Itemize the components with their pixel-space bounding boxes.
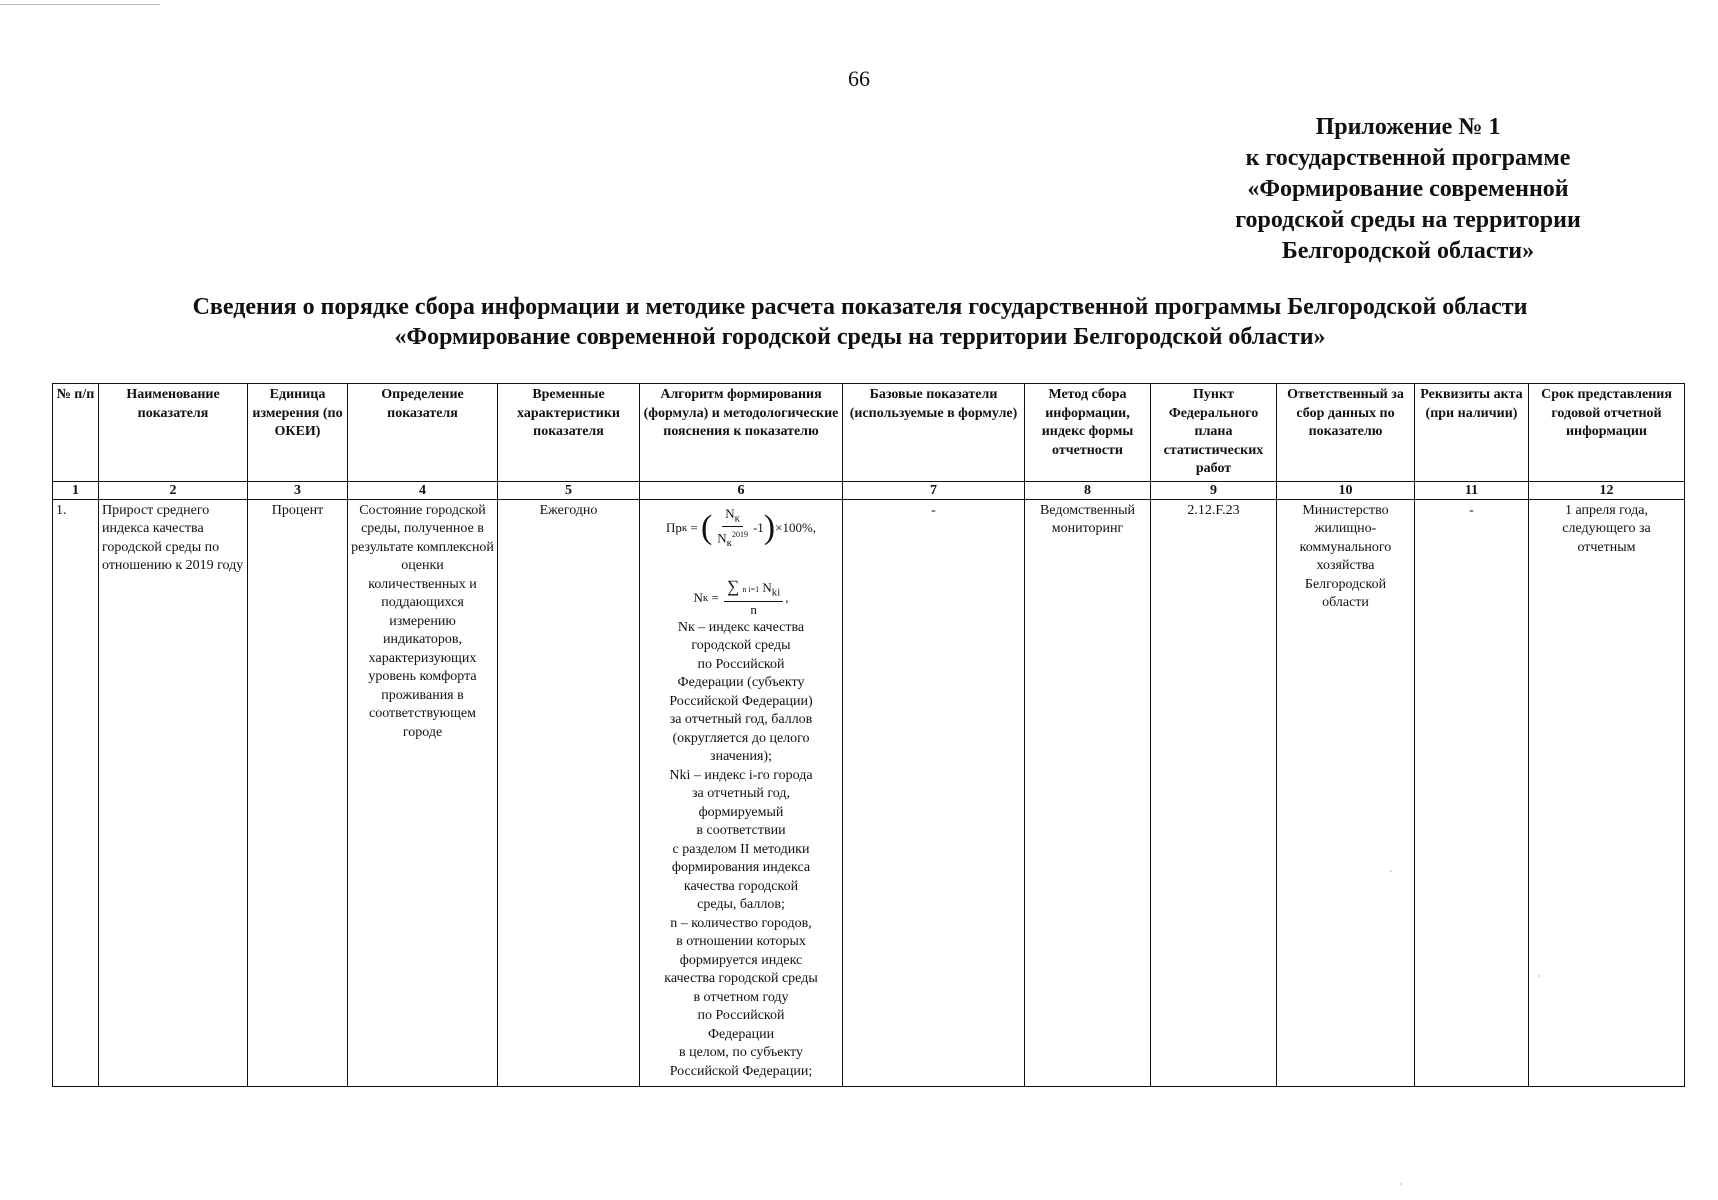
- formula2-lhs: N: [693, 589, 703, 605]
- formula1-num: N: [725, 505, 735, 521]
- row-act: -: [1415, 499, 1529, 1086]
- document-title: [60, 292, 1660, 352]
- scan-speck: [1390, 870, 1392, 872]
- formula1-den-sub: к: [726, 537, 732, 550]
- colnum-3: 3: [248, 481, 348, 499]
- row-algorithm: [640, 499, 843, 1086]
- header-definition: Определение показателя: [348, 384, 498, 482]
- row-plan-item: 2.12.F.23: [1151, 499, 1277, 1086]
- appendix-line-2: к государственной программе: [1245, 145, 1571, 171]
- scan-speck: [1538, 975, 1540, 977]
- formula2-term: N: [762, 580, 772, 596]
- formula1-den-sup: 2019: [731, 530, 748, 540]
- formula-average: N к = $\frac{\sum n i=1 N_{ki}}{n}$ ,: [693, 577, 789, 617]
- formula2-tail: ,: [785, 589, 789, 605]
- header-responsible: Ответственный за сбор данных по показателю: [1277, 384, 1415, 482]
- title-line-2: «Формирование современной городской среды на территории Белгородской области»: [394, 324, 1326, 350]
- formula1-den: N: [717, 530, 727, 546]
- row-name: Прирост среднего индекса качества городской среды по отношению к 2019 году: [99, 499, 248, 1086]
- appendix-line-3: «Формирование современной: [1247, 176, 1569, 202]
- header-unit: Единица измерения (по ОКЕИ): [248, 384, 348, 482]
- column-number-row: [53, 481, 1685, 499]
- formula-growth: Пр к = ( $\frac{N_к}{N_к^{2019}}$ -1 ) ×100%,: [665, 505, 817, 550]
- formula2-lhs-sub: к: [702, 591, 709, 604]
- row-unit: Процент: [248, 499, 348, 1086]
- row-method: Ведомственный мониторинг: [1025, 499, 1151, 1086]
- formula2-term-sub: ki: [771, 586, 781, 599]
- header-time: Временные характеристики показателя: [498, 384, 640, 482]
- header-method: Метод сбора информации, индекс формы отчетности: [1025, 384, 1151, 482]
- header-num: № п/п: [53, 384, 99, 482]
- page-number: 66: [848, 66, 870, 91]
- colnum-6: 6: [640, 481, 843, 499]
- title-line-1: Сведения о порядке сбора информации и методике расчета показателя государственной программы Белгородской области: [192, 294, 1528, 320]
- formula1-num-sub: к: [734, 512, 740, 525]
- header-base: Базовые показатели (используемые в формуле): [843, 384, 1025, 482]
- colnum-1: 1: [53, 481, 99, 499]
- colnum-4: 4: [348, 481, 498, 499]
- row-base: -: [843, 499, 1025, 1086]
- algorithm-explanation: Nк – индекс качества городской среды по Российской Федерации (субъекту Российской Федерации) за отчетный год, баллов (округляется до целого значения); Nki – индекс i-го города за отчетный год, формируемый в соответствии с разделом II методики формирования индекса качества городской среды, баллов; n – количество городов, в отношении которых формируется индекс качества городской среды в отчетном году по Российской Федерации в целом, по субъекту Российской Федерации;: [664, 619, 818, 1079]
- row-num: 1.: [53, 499, 99, 1086]
- scan-edge-line: [0, 4, 160, 5]
- appendix-header: [1198, 112, 1618, 267]
- colnum-5: 5: [498, 481, 640, 499]
- row-deadline: 1 апреля года, следующего за отчетным: [1529, 499, 1685, 1086]
- colnum-7: 7: [843, 481, 1025, 499]
- row-time: Ежегодно: [498, 499, 640, 1086]
- row-definition: Состояние городской среды, полученное в результате комплексной оценки количественных и поддающихся измерению индикаторов, характеризующих уровень комфорта проживания в соответствующем городе: [348, 499, 498, 1086]
- header-algorithm: Алгоритм формирования (формула) и методологические пояснения к показателю: [640, 384, 843, 482]
- formula1-minus-one: -1: [752, 520, 764, 535]
- formula2-sum: ∑: [727, 577, 740, 597]
- header-name: Наименование показателя: [99, 384, 248, 482]
- colnum-9: 9: [1151, 481, 1277, 499]
- colnum-10: 10: [1277, 481, 1415, 499]
- table-row: [53, 499, 1685, 1086]
- formula1-lhs-sub: к: [681, 522, 688, 534]
- header-plan-item: Пункт Федерального плана статистических работ: [1151, 384, 1277, 482]
- colnum-8: 8: [1025, 481, 1151, 499]
- appendix-line-4: городской среды на территории: [1235, 207, 1581, 233]
- header-act: Реквизиты акта (при наличии): [1415, 384, 1529, 482]
- formula2-sum-range: n i=1: [742, 585, 760, 595]
- formula1-lhs: Пр: [665, 520, 682, 535]
- colnum-2: 2: [99, 481, 248, 499]
- colnum-12: 12: [1529, 481, 1685, 499]
- appendix-line-5: Белгородской области»: [1281, 238, 1535, 264]
- row-responsible: Министерство жилищно-коммунального хозяйства Белгородской области: [1277, 499, 1415, 1086]
- colnum-11: 11: [1415, 481, 1529, 499]
- scan-speck: [1400, 1183, 1402, 1185]
- header-row: [53, 384, 1685, 482]
- header-deadline: Срок представления годовой отчетной информации: [1529, 384, 1685, 482]
- formula2-den: n: [750, 601, 757, 617]
- indicator-table: [52, 383, 1685, 1087]
- appendix-line-1: Приложение № 1: [1315, 114, 1501, 140]
- formula1-tail: ×100%,: [775, 520, 817, 535]
